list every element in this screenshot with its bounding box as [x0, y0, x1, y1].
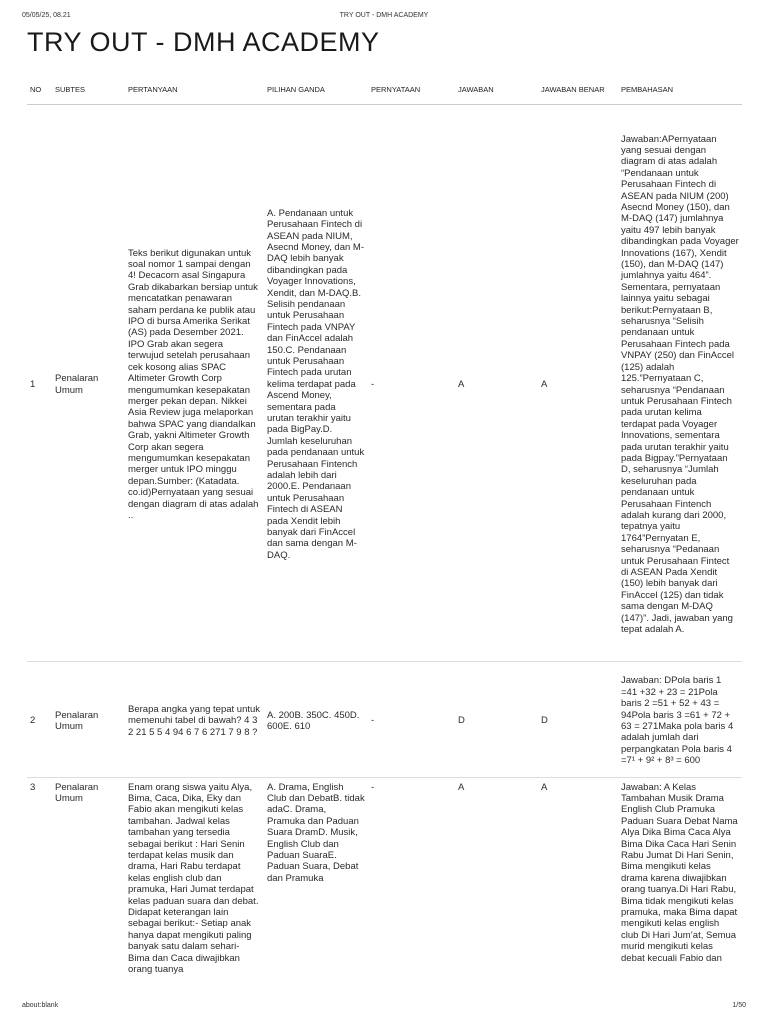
header-pilihan-ganda: PILIHAN GANDA [264, 78, 368, 104]
cell-pernyataan: - [368, 661, 455, 777]
print-footer [22, 1002, 746, 1012]
table-row [27, 661, 742, 777]
header-no: NO [27, 78, 52, 104]
cell-pembahasan: Jawaban: A Kelas Tambahan Musik Drama English Club Pramuka Paduan Suara Debat Nama Alya Dika Bima Caca Alya Bima Dika Caca Hari Senin Rabu Jumat Di Hari Senin, Bima mengikuti kelas drama karena diwajibkan orang tuanya.Di Hari Rabu, Bima tidak mengikuti kelas pramuka, maka Bima dapat mengikuti kelas english club Di Hari Jum’at, Semua murid mengikuti kelas debat kecuali Fabio dan [618, 777, 742, 1017]
cell-subtes: Penalaran Umum [52, 661, 125, 777]
page-number: 1/50 [732, 1002, 746, 1009]
cell-no: 2 [27, 661, 52, 777]
cell-jawaban-benar: A [538, 777, 618, 1017]
header-subtes: SUBTES [52, 78, 125, 104]
cell-no: 3 [27, 777, 52, 1017]
cell-pertanyaan: Teks berikut digunakan untuk soal nomor 1 sampai dengan 4! Decacorn asal Singapura Grab dikabarkan bersiap untuk mencatatkan penawaran saham perdana ke publik atau IPO di bursa Amerika Serikat (AS) pada Desember 2021. IPO Grab akan segera terwujud setelah perusahaan cek kosong alias SPAC Altimeter Growth Corp mengumumkan kesepakatan merger pekan depan. Nikkei Asia Review juga melaporkan bahwa SPAC yang diandalkan Grab, yakni Altimeter Growth Corp akan segera mengumumkan kesepakatan merger untuk IPO minggu depan.Sumber: (Katadata. co.id)Pernyataan yang sesuai dengan diagram di atas adalah .. [125, 104, 264, 661]
cell-pertanyaan: Berapa angka yang tepat untuk memenuhi tabel di bawah? 4 3 2 21 5 5 4 94 6 7 6 271 7 9 8 ? [125, 661, 264, 777]
cell-pertanyaan: Enam orang siswa yaitu Alya, Bima, Caca, Dika, Eky dan Fabio akan mengikuti kelas tambahan. Jadwal kelas tambahan yang tersedia sebagai berikut : Hari Senin terdapat kelas musik dan drama, Hari Rabu terdapat kelas english club dan pramuka, Hari Jumat terdapat kelas paduan suara dan debat. Didapat keterangan lain sebagai berikut:- Setiap anak hanya dapat mengikuti paling banyak satu dalam sehari- Bima dan Caca diwajibkan orang tuanya [125, 777, 264, 1017]
cell-pembahasan: Jawaban: DPola baris 1 =41 +32 + 23 = 21Pola baris 2 =51 + 52 + 43 = 94Pola baris 3 =61 + 72 + 63 = 271Maka pola baris 4 adalah jumlah dari perpangkatan Pola baris 4 =7¹ + 9² + 8³ = 600 [618, 661, 742, 777]
header-pertanyaan: PERTANYAAN [125, 78, 264, 104]
header-pernyataan: PERNYATAAN [368, 78, 455, 104]
cell-jawaban-benar: A [538, 104, 618, 661]
cell-pernyataan: - [368, 104, 455, 661]
cell-jawaban: A [455, 777, 538, 1017]
print-title: TRY OUT - DMH ACADEMY [339, 12, 429, 19]
cell-subtes: Penalaran Umum [52, 777, 125, 1017]
cell-jawaban: D [455, 661, 538, 777]
cell-jawaban: A [455, 104, 538, 661]
cell-pernyataan: - [368, 777, 455, 1017]
question-table [27, 78, 742, 1017]
table-row [27, 777, 742, 1017]
cell-pembahasan: Jawaban:APernyataan yang sesuai dengan diagram di atas adalah “Pendanaan untuk Perusahaan Fintech di ASEAN pada NIUM (200) Asecnd Money (150), dan M-DAQ (147) jumlahnya yaitu 497 lebih banyak dibandingkan pada Voyager Innovations (167), Xendit (150), dan M-DAQ (147) jumlahnya yaitu 464”. Sementara, pernyataan lainnya yaitu sebagai berikut:Pernyataan B, seharusnya “Selisih pendanaan untuk Perusahaan Fintech pada VNPAY (250) dan FinAccel (125) adalah 125.”Pernyataan C, seharusnya “Pendanaan untuk Perusahaan Fintech pada urutan kelima terdapat pada Voyager Innovations, sementara pada urutan terakhir yaitu pada Bigpay.”Pernyataan D, seharusnya “Jumlah keseluruhan pada pendanaan untuk Perusahaan Fintench adalah kurang dari 2000, tepatnya yaitu 1764”Pernyatan E, seharusnya “Pedanaan untuk Perusahaan Fintect di ASEAN Pada Xendit (150) lebih banyak dari FinAccel (125) dan tidak sama dengan M-DAQ (147)”. Jadi, jawaban yang tepat adalah A. [618, 104, 742, 661]
cell-subtes: Penalaran Umum [52, 104, 125, 661]
cell-no: 1 [27, 104, 52, 661]
header-jawaban: JAWABAN [455, 78, 538, 104]
table-header-row [27, 78, 742, 104]
table-row [27, 104, 742, 661]
cell-pilihan-ganda: A. Drama, English Club dan DebatB. tidak adaC. Drama, Pramuka dan Paduan Suara DramD. Musik, English Club dan Paduan SuaraE. Paduan Suara, Debat dan Pramuka [264, 777, 368, 1017]
cell-pilihan-ganda: A. 200B. 350C. 450D. 600E. 610 [264, 661, 368, 777]
print-url: about:blank [22, 1002, 59, 1009]
cell-pilihan-ganda: A. Pendanaan untuk Perusahaan Fintech di ASEAN pada NIUM, Asecnd Money, dan M-DAQ lebih banyak dibandingkan pada Voyager Innovations, Xendit, dan M-DAQ.B. Selisih pendanaan untuk Perusahaan Fintech pada VNPAY dan FinAccel adalah 150.C. Pendanaan untuk Perusahaan Fintech pada urutan kelima terdapat pada Ascend Money, sementara pada urutan terakhir yaitu pada BigPay.D. Jumlah keseluruhan pada pendanaan untuk Perusahaan Fintench adalah lebih dari 2000.E. Pendanaan untuk Perusahaan Fintech di ASEAN pada Xendit lebih banyak dari FinAccel dan sama dengan M-DAQ. [264, 104, 368, 661]
print-date: 05/05/25, 08.21 [22, 12, 71, 19]
header-jawaban-benar: JAWABAN BENAR [538, 78, 618, 104]
header-pembahasan: PEMBAHASAN [618, 78, 742, 104]
print-header [22, 12, 746, 22]
cell-jawaban-benar: D [538, 661, 618, 777]
page-title: TRY OUT - DMH ACADEMY [27, 27, 380, 57]
